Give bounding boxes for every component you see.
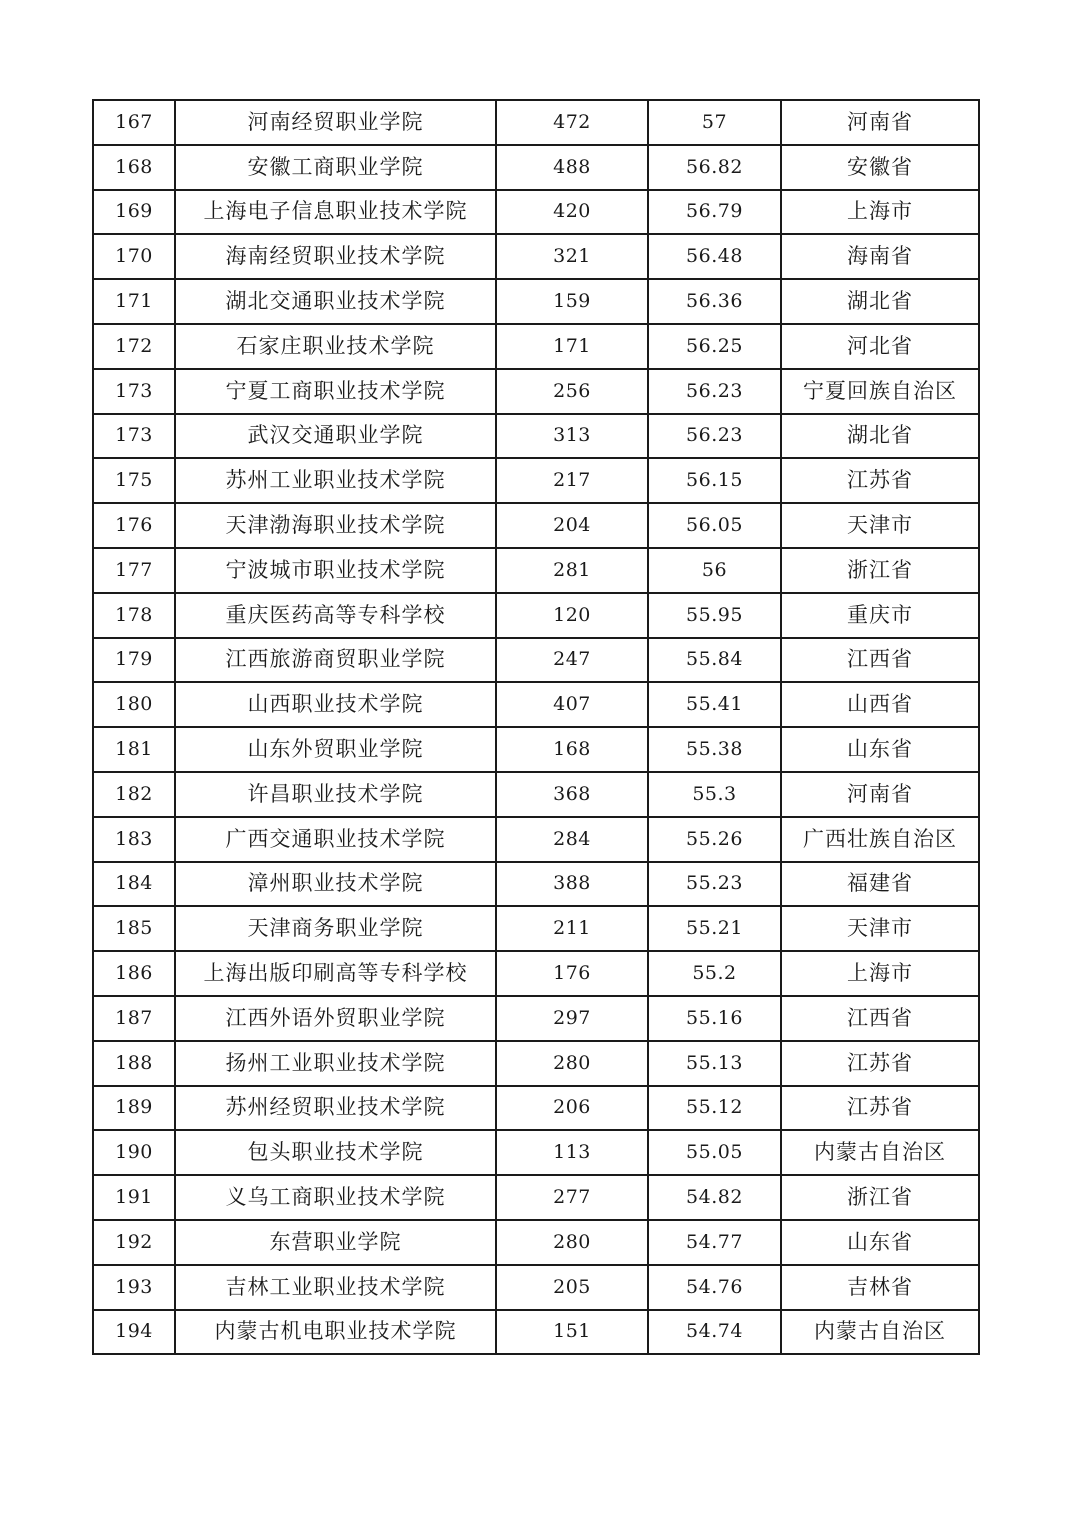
cell-count: 488 xyxy=(496,145,648,190)
cell-province: 海南省 xyxy=(781,234,979,279)
table-row xyxy=(93,682,979,727)
cell-count: 420 xyxy=(496,190,648,235)
cell-province: 江西省 xyxy=(781,996,979,1041)
table-row xyxy=(93,817,979,862)
table-row xyxy=(93,1041,979,1086)
table-row xyxy=(93,324,979,369)
cell-score: 54.77 xyxy=(648,1220,781,1265)
cell-rank: 167 xyxy=(93,100,175,145)
cell-score: 56.23 xyxy=(648,414,781,459)
cell-score: 55.16 xyxy=(648,996,781,1041)
table-row xyxy=(93,996,979,1041)
cell-rank: 169 xyxy=(93,190,175,235)
cell-score: 55.13 xyxy=(648,1041,781,1086)
cell-count: 321 xyxy=(496,234,648,279)
cell-count: 388 xyxy=(496,862,648,907)
cell-rank: 179 xyxy=(93,638,175,683)
cell-score: 55.2 xyxy=(648,951,781,996)
cell-province: 河南省 xyxy=(781,772,979,817)
cell-school-name: 石家庄职业技术学院 xyxy=(175,324,496,369)
cell-province: 山东省 xyxy=(781,727,979,772)
cell-province: 上海市 xyxy=(781,951,979,996)
cell-province: 江西省 xyxy=(781,638,979,683)
cell-score: 55.95 xyxy=(648,593,781,638)
cell-rank: 170 xyxy=(93,234,175,279)
cell-count: 211 xyxy=(496,906,648,951)
cell-province: 上海市 xyxy=(781,190,979,235)
cell-school-name: 上海出版印刷高等专科学校 xyxy=(175,951,496,996)
table-row xyxy=(93,1220,979,1265)
cell-rank: 192 xyxy=(93,1220,175,1265)
cell-school-name: 上海电子信息职业技术学院 xyxy=(175,190,496,235)
table-row xyxy=(93,1175,979,1220)
cell-province: 安徽省 xyxy=(781,145,979,190)
cell-school-name: 江西外语外贸职业学院 xyxy=(175,996,496,1041)
cell-province: 宁夏回族自治区 xyxy=(781,369,979,414)
cell-rank: 193 xyxy=(93,1265,175,1310)
cell-school-name: 苏州经贸职业技术学院 xyxy=(175,1086,496,1131)
cell-school-name: 武汉交通职业学院 xyxy=(175,414,496,459)
cell-school-name: 天津渤海职业技术学院 xyxy=(175,503,496,548)
cell-school-name: 义乌工商职业技术学院 xyxy=(175,1175,496,1220)
cell-province: 湖北省 xyxy=(781,414,979,459)
cell-school-name: 广西交通职业技术学院 xyxy=(175,817,496,862)
cell-count: 206 xyxy=(496,1086,648,1131)
cell-rank: 178 xyxy=(93,593,175,638)
cell-province: 山东省 xyxy=(781,1220,979,1265)
cell-count: 281 xyxy=(496,548,648,593)
cell-count: 205 xyxy=(496,1265,648,1310)
cell-rank: 186 xyxy=(93,951,175,996)
table-row xyxy=(93,369,979,414)
cell-province: 河南省 xyxy=(781,100,979,145)
cell-school-name: 山东外贸职业学院 xyxy=(175,727,496,772)
table-row xyxy=(93,862,979,907)
table-row xyxy=(93,414,979,459)
cell-school-name: 东营职业学院 xyxy=(175,1220,496,1265)
cell-count: 176 xyxy=(496,951,648,996)
table-row xyxy=(93,100,979,145)
table-row xyxy=(93,772,979,817)
cell-rank: 188 xyxy=(93,1041,175,1086)
cell-score: 55.21 xyxy=(648,906,781,951)
table-row xyxy=(93,458,979,503)
cell-score: 56.05 xyxy=(648,503,781,548)
cell-rank: 185 xyxy=(93,906,175,951)
cell-count: 280 xyxy=(496,1041,648,1086)
cell-score: 55.26 xyxy=(648,817,781,862)
cell-rank: 176 xyxy=(93,503,175,548)
cell-count: 151 xyxy=(496,1310,648,1355)
cell-rank: 191 xyxy=(93,1175,175,1220)
cell-province: 天津市 xyxy=(781,503,979,548)
cell-province: 浙江省 xyxy=(781,548,979,593)
cell-province: 重庆市 xyxy=(781,593,979,638)
cell-count: 171 xyxy=(496,324,648,369)
cell-score: 54.82 xyxy=(648,1175,781,1220)
ranking-sheet xyxy=(92,99,978,1355)
cell-school-name: 包头职业技术学院 xyxy=(175,1130,496,1175)
table-row xyxy=(93,190,979,235)
cell-school-name: 内蒙古机电职业技术学院 xyxy=(175,1310,496,1355)
cell-rank: 171 xyxy=(93,279,175,324)
cell-count: 168 xyxy=(496,727,648,772)
cell-rank: 168 xyxy=(93,145,175,190)
cell-score: 56 xyxy=(648,548,781,593)
cell-rank: 177 xyxy=(93,548,175,593)
cell-score: 55.12 xyxy=(648,1086,781,1131)
table-row xyxy=(93,906,979,951)
cell-province: 内蒙古自治区 xyxy=(781,1310,979,1355)
cell-score: 56.36 xyxy=(648,279,781,324)
cell-rank: 180 xyxy=(93,682,175,727)
table-row xyxy=(93,1130,979,1175)
cell-count: 113 xyxy=(496,1130,648,1175)
cell-province: 广西壮族自治区 xyxy=(781,817,979,862)
table-row xyxy=(93,279,979,324)
table-row xyxy=(93,234,979,279)
cell-province: 天津市 xyxy=(781,906,979,951)
cell-score: 55.41 xyxy=(648,682,781,727)
ranking-table xyxy=(92,99,980,1355)
cell-rank: 183 xyxy=(93,817,175,862)
cell-rank: 173 xyxy=(93,369,175,414)
cell-score: 55.23 xyxy=(648,862,781,907)
cell-school-name: 重庆医药高等专科学校 xyxy=(175,593,496,638)
cell-count: 280 xyxy=(496,1220,648,1265)
cell-score: 56.25 xyxy=(648,324,781,369)
cell-province: 湖北省 xyxy=(781,279,979,324)
table-row xyxy=(93,593,979,638)
cell-province: 内蒙古自治区 xyxy=(781,1130,979,1175)
cell-count: 159 xyxy=(496,279,648,324)
cell-school-name: 江西旅游商贸职业学院 xyxy=(175,638,496,683)
table-row xyxy=(93,1265,979,1310)
table-row xyxy=(93,1310,979,1355)
cell-province: 江苏省 xyxy=(781,1041,979,1086)
cell-rank: 190 xyxy=(93,1130,175,1175)
cell-count: 120 xyxy=(496,593,648,638)
cell-rank: 187 xyxy=(93,996,175,1041)
cell-school-name: 扬州工业职业技术学院 xyxy=(175,1041,496,1086)
cell-province: 浙江省 xyxy=(781,1175,979,1220)
cell-rank: 181 xyxy=(93,727,175,772)
cell-province: 山西省 xyxy=(781,682,979,727)
cell-score: 54.76 xyxy=(648,1265,781,1310)
cell-count: 247 xyxy=(496,638,648,683)
table-row xyxy=(93,548,979,593)
cell-rank: 194 xyxy=(93,1310,175,1355)
cell-school-name: 河南经贸职业学院 xyxy=(175,100,496,145)
cell-score: 56.15 xyxy=(648,458,781,503)
cell-count: 217 xyxy=(496,458,648,503)
cell-rank: 182 xyxy=(93,772,175,817)
cell-score: 56.48 xyxy=(648,234,781,279)
cell-count: 277 xyxy=(496,1175,648,1220)
table-row xyxy=(93,638,979,683)
cell-count: 256 xyxy=(496,369,648,414)
cell-score: 57 xyxy=(648,100,781,145)
cell-score: 56.23 xyxy=(648,369,781,414)
table-row xyxy=(93,145,979,190)
cell-school-name: 宁夏工商职业技术学院 xyxy=(175,369,496,414)
cell-school-name: 山西职业技术学院 xyxy=(175,682,496,727)
cell-score: 55.84 xyxy=(648,638,781,683)
cell-score: 55.05 xyxy=(648,1130,781,1175)
cell-score: 55.3 xyxy=(648,772,781,817)
cell-province: 江苏省 xyxy=(781,1086,979,1131)
cell-school-name: 天津商务职业学院 xyxy=(175,906,496,951)
cell-score: 56.82 xyxy=(648,145,781,190)
cell-count: 297 xyxy=(496,996,648,1041)
cell-province: 福建省 xyxy=(781,862,979,907)
table-row xyxy=(93,1086,979,1131)
cell-province: 吉林省 xyxy=(781,1265,979,1310)
cell-score: 56.79 xyxy=(648,190,781,235)
cell-school-name: 宁波城市职业技术学院 xyxy=(175,548,496,593)
cell-school-name: 漳州职业技术学院 xyxy=(175,862,496,907)
cell-province: 江苏省 xyxy=(781,458,979,503)
table-row xyxy=(93,503,979,548)
cell-count: 407 xyxy=(496,682,648,727)
cell-rank: 173 xyxy=(93,414,175,459)
cell-school-name: 海南经贸职业技术学院 xyxy=(175,234,496,279)
cell-count: 204 xyxy=(496,503,648,548)
cell-school-name: 吉林工业职业技术学院 xyxy=(175,1265,496,1310)
cell-count: 313 xyxy=(496,414,648,459)
cell-school-name: 许昌职业技术学院 xyxy=(175,772,496,817)
cell-count: 284 xyxy=(496,817,648,862)
cell-school-name: 苏州工业职业技术学院 xyxy=(175,458,496,503)
cell-score: 55.38 xyxy=(648,727,781,772)
cell-rank: 172 xyxy=(93,324,175,369)
cell-count: 472 xyxy=(496,100,648,145)
table-row xyxy=(93,727,979,772)
cell-province: 河北省 xyxy=(781,324,979,369)
cell-school-name: 湖北交通职业技术学院 xyxy=(175,279,496,324)
cell-rank: 184 xyxy=(93,862,175,907)
cell-school-name: 安徽工商职业学院 xyxy=(175,145,496,190)
cell-count: 368 xyxy=(496,772,648,817)
cell-rank: 175 xyxy=(93,458,175,503)
cell-score: 54.74 xyxy=(648,1310,781,1355)
cell-rank: 189 xyxy=(93,1086,175,1131)
table-row xyxy=(93,951,979,996)
ranking-table-body xyxy=(93,100,979,1354)
